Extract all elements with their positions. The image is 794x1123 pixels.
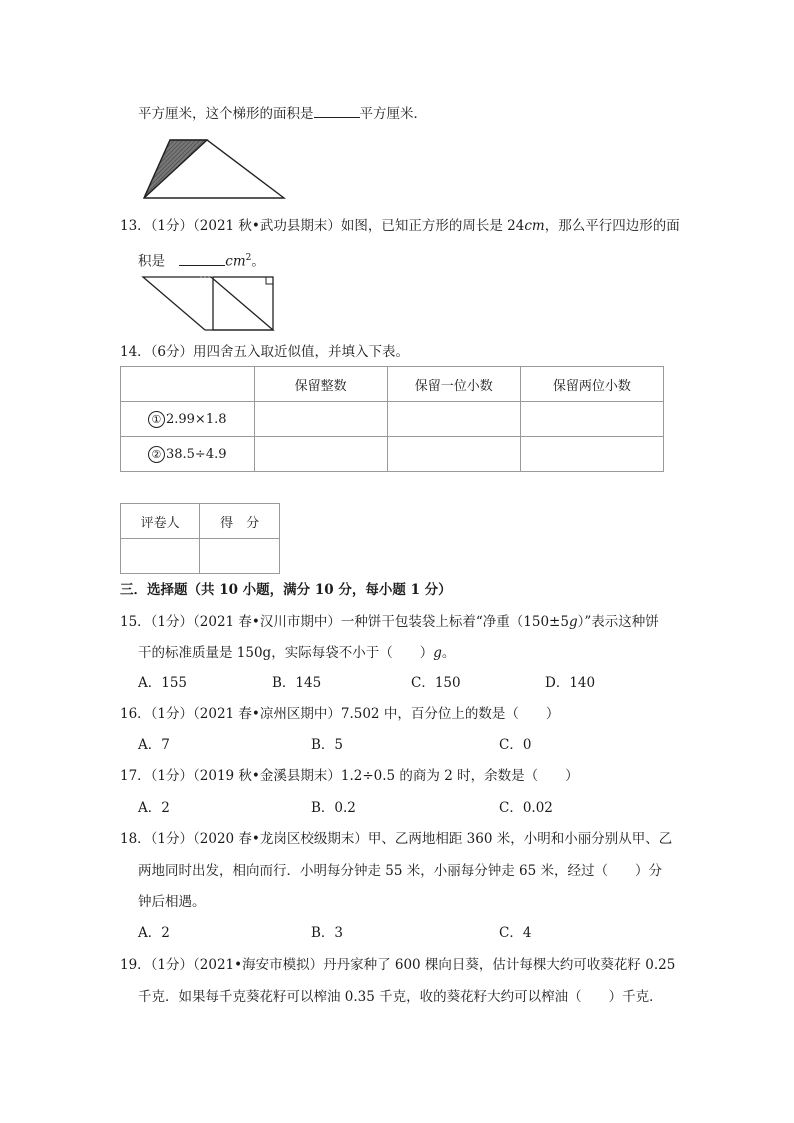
answer-cell[interactable] [520, 402, 663, 437]
section-heading: 三．选择题（共 10 小题，满分 10 分，每小题 1 分） [120, 582, 452, 598]
score-cell[interactable] [200, 539, 280, 574]
option-a[interactable]: A．155 [138, 675, 188, 691]
question-15-line1: 15．（1分）（2021 春•汉川市期中）一种饼干包装袋上标着“净重（150±5g）”表示这种饼 [120, 614, 659, 630]
answer-cell[interactable] [387, 437, 520, 472]
rounding-table [120, 366, 664, 472]
question-13-line1: 13．（1分）（2021 秋•武功县期末）如图，已知正方形的周长是 24cm，那么平行四边形的面 [120, 218, 680, 234]
question-17: 17．（1分）（2019 秋•金溪县期末）1.2÷0.5 的商为 2 时，余数是（ ） [120, 768, 579, 784]
question-13-line2: 积是 $cm^2$。 [138, 253, 265, 270]
answer-cell[interactable] [387, 402, 520, 437]
parallelogram [143, 277, 273, 330]
answer-cell[interactable] [254, 402, 387, 437]
parallelogram-square-figure [140, 274, 276, 334]
option-a[interactable]: A．2 [138, 925, 170, 941]
question-19-line1: 19．（1分）（2021•海安市模拟）丹丹家种了 600 棵向日葵，估计每棵大约可收葵花籽 0.25 [120, 957, 676, 973]
table-row: ② 38.5÷4.9 [121, 437, 664, 472]
option-c[interactable]: C．0 [499, 737, 532, 753]
option-a[interactable]: A．2 [138, 800, 170, 816]
q12-tail: 平方厘米，这个梯形的面积是 平方厘米． [138, 106, 427, 122]
option-b[interactable]: B．3 [311, 925, 344, 941]
table-row: ① 2.99×1.8 [121, 402, 664, 437]
right-angle-mark [266, 277, 273, 284]
option-a[interactable]: A．7 [138, 737, 170, 753]
reviewer-cell[interactable] [121, 539, 200, 574]
answer-cell[interactable] [520, 437, 663, 472]
score-box: 评卷人 得 分 [120, 503, 280, 574]
trapezoid-figure [140, 136, 290, 202]
table-header-row: 保留整数 保留一位小数 保留两位小数 [121, 367, 664, 402]
option-b[interactable]: B．145 [272, 675, 322, 691]
option-c[interactable]: C．150 [411, 675, 461, 691]
option-c[interactable]: C．4 [499, 925, 532, 941]
option-d[interactable]: D．140 [545, 675, 596, 691]
question-19-line2: 千克．如果每千克葵花籽可以榨油 0.35 千克，收的葵花籽大约可以榨油（ ）千克． [138, 989, 663, 1005]
answer-blank[interactable] [314, 117, 360, 118]
question-18-line2: 两地同时出发，相向而行．小明每分钟走 55 米，小丽每分钟走 65 米，经过（ ）分 [138, 863, 663, 879]
question-14: 14．（6分）用四舍五入取近似值，并填入下表。 [120, 344, 410, 360]
option-b[interactable]: B．0.2 [311, 800, 356, 816]
option-b[interactable]: B．5 [311, 737, 344, 753]
question-18-line1: 18．（1分）（2020 春•龙岗区校级期末）甲、乙两地相距 360 米，小明和小丽分别从甲、乙 [120, 831, 673, 847]
option-c[interactable]: C．0.02 [499, 800, 553, 816]
question-15-line2: 干的标准质量是 150g，实际每袋不小于（ ）g。 [138, 645, 456, 661]
question-18-line3: 钟后相遇。 [138, 894, 206, 910]
answer-cell[interactable] [254, 437, 387, 472]
question-16: 16．（1分）（2021 春•凉州区期中）7.502 中，百分位上的数是（ ） [120, 706, 560, 722]
answer-blank[interactable] [179, 265, 225, 266]
